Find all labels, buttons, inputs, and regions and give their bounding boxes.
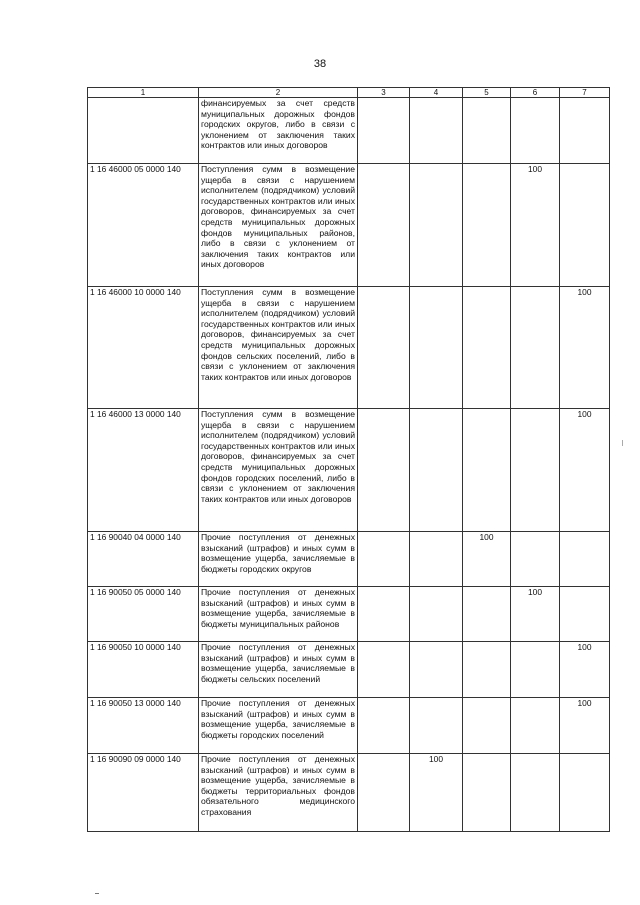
table-row bbox=[88, 164, 610, 287]
value-cell-col7 bbox=[560, 587, 610, 642]
value-cell-col7: 100 bbox=[560, 409, 610, 532]
table-row bbox=[88, 587, 610, 642]
value-cell-col3 bbox=[358, 587, 410, 642]
value-cell-col4 bbox=[410, 532, 463, 587]
value-cell-col6: 100 bbox=[511, 164, 560, 287]
value-cell-col6 bbox=[511, 642, 560, 698]
budget-code-cell: 1 16 46000 05 0000 140 bbox=[88, 164, 199, 287]
column-header: 6 bbox=[511, 88, 560, 98]
value-cell-col6 bbox=[511, 754, 560, 832]
budget-code-cell: 1 16 46000 13 0000 140 bbox=[88, 409, 199, 532]
scan-margin-mark bbox=[622, 440, 623, 446]
revenue-description-cell: Прочие поступления от денежных взысканий (штрафов) и иных сумм в возмещение ущерба, зачисляемые в бюджеты муниципальных районов bbox=[199, 587, 358, 642]
page-number: 38 bbox=[313, 58, 327, 70]
value-cell-col7 bbox=[560, 164, 610, 287]
value-cell-col7 bbox=[560, 532, 610, 587]
budget-code-cell: 1 16 90050 13 0000 140 bbox=[88, 698, 199, 754]
scan-margin-tick bbox=[95, 893, 99, 894]
value-cell-col4 bbox=[410, 98, 463, 164]
value-cell-col3 bbox=[358, 164, 410, 287]
value-cell-col5 bbox=[463, 698, 511, 754]
value-cell-col5 bbox=[463, 409, 511, 532]
column-header: 3 bbox=[358, 88, 410, 98]
value-cell-col5 bbox=[463, 754, 511, 832]
value-cell-col3 bbox=[358, 98, 410, 164]
table-row bbox=[88, 754, 610, 832]
revenue-description-cell: Прочие поступления от денежных взысканий (штрафов) и иных сумм в возмещение ущерба, зачисляемые в бюджеты территориальных фондов обязательного медицинского страхования bbox=[199, 754, 358, 832]
value-cell-col6 bbox=[511, 698, 560, 754]
column-number-row bbox=[88, 88, 610, 98]
budget-code-cell bbox=[88, 98, 199, 164]
value-cell-col5 bbox=[463, 642, 511, 698]
column-header: 7 bbox=[560, 88, 610, 98]
value-cell-col6: 100 bbox=[511, 587, 560, 642]
table-row bbox=[88, 98, 610, 164]
value-cell-col4: 100 bbox=[410, 754, 463, 832]
value-cell-col5 bbox=[463, 587, 511, 642]
value-cell-col7: 100 bbox=[560, 698, 610, 754]
budget-code-cell: 1 16 90050 05 0000 140 bbox=[88, 587, 199, 642]
column-header: 4 bbox=[410, 88, 463, 98]
revenue-description-cell: Прочие поступления от денежных взысканий (штрафов) и иных сумм в возмещение ущерба, зачисляемые в бюджеты городских поселений bbox=[199, 698, 358, 754]
value-cell-col3 bbox=[358, 287, 410, 409]
value-cell-col3 bbox=[358, 532, 410, 587]
value-cell-col5: 100 bbox=[463, 532, 511, 587]
column-header: 2 bbox=[199, 88, 358, 98]
value-cell-col4 bbox=[410, 164, 463, 287]
value-cell-col6 bbox=[511, 98, 560, 164]
value-cell-col4 bbox=[410, 642, 463, 698]
value-cell-col3 bbox=[358, 698, 410, 754]
budget-code-cell: 1 16 46000 10 0000 140 bbox=[88, 287, 199, 409]
column-header: 5 bbox=[463, 88, 511, 98]
value-cell-col5 bbox=[463, 164, 511, 287]
table-row bbox=[88, 287, 610, 409]
value-cell-col3 bbox=[358, 642, 410, 698]
value-cell-col3 bbox=[358, 754, 410, 832]
value-cell-col5 bbox=[463, 98, 511, 164]
value-cell-col7: 100 bbox=[560, 287, 610, 409]
value-cell-col7: 100 bbox=[560, 642, 610, 698]
value-cell-col4 bbox=[410, 587, 463, 642]
budget-code-cell: 1 16 90090 09 0000 140 bbox=[88, 754, 199, 832]
revenue-description-cell: Поступления сумм в возмещение ущерба в связи с нарушением исполнителем (подрядчиком) условий государственных контрактов или иных договоров, финансируемых за счет средств муниципальных дорожных фондов сельских поселений, либо в связи с уклонением от заключения таких контрактов или иных договоров bbox=[199, 287, 358, 409]
budget-code-cell: 1 16 90040 04 0000 140 bbox=[88, 532, 199, 587]
table-row bbox=[88, 409, 610, 532]
table-row bbox=[88, 698, 610, 754]
revenue-description-cell: Прочие поступления от денежных взысканий (штрафов) и иных сумм в возмещение ущерба, зачисляемые в бюджеты городских округов bbox=[199, 532, 358, 587]
value-cell-col3 bbox=[358, 409, 410, 532]
budget-code-cell: 1 16 90050 10 0000 140 bbox=[88, 642, 199, 698]
value-cell-col7 bbox=[560, 98, 610, 164]
revenue-description-cell: Поступления сумм в возмещение ущерба в связи с нарушением исполнителем (подрядчиком) условий государственных контрактов или иных договоров, финансируемых за счет средств муниципальных дорожных фондов городских поселений, либо в связи с уклонением от заключения таких контрактов или иных договоров bbox=[199, 409, 358, 532]
revenue-description-cell: Поступления сумм в возмещение ущерба в связи с нарушением исполнителем (подрядчиком) условий государственных контрактов или иных договоров, финансируемых за счет средств муниципальных дорожных фондов муниципальных районов, либо в связи с уклонением от заключения таких контрактов или иных договоров bbox=[199, 164, 358, 287]
value-cell-col4 bbox=[410, 409, 463, 532]
value-cell-col7 bbox=[560, 754, 610, 832]
table-row bbox=[88, 642, 610, 698]
revenue-description-cell: Прочие поступления от денежных взысканий (штрафов) и иных сумм в возмещение ущерба, зачисляемые в бюджеты сельских поселений bbox=[199, 642, 358, 698]
column-header: 1 bbox=[88, 88, 199, 98]
value-cell-col4 bbox=[410, 287, 463, 409]
revenue-distribution-table bbox=[87, 87, 610, 832]
table-row bbox=[88, 532, 610, 587]
value-cell-col6 bbox=[511, 409, 560, 532]
value-cell-col6 bbox=[511, 287, 560, 409]
revenue-description-cell: финансируемых за счет средств муниципальных дорожных фондов городских округов, либо в связи с уклонением от заключения таких контрактов или иных договоров bbox=[199, 98, 358, 164]
value-cell-col6 bbox=[511, 532, 560, 587]
value-cell-col4 bbox=[410, 698, 463, 754]
value-cell-col5 bbox=[463, 287, 511, 409]
